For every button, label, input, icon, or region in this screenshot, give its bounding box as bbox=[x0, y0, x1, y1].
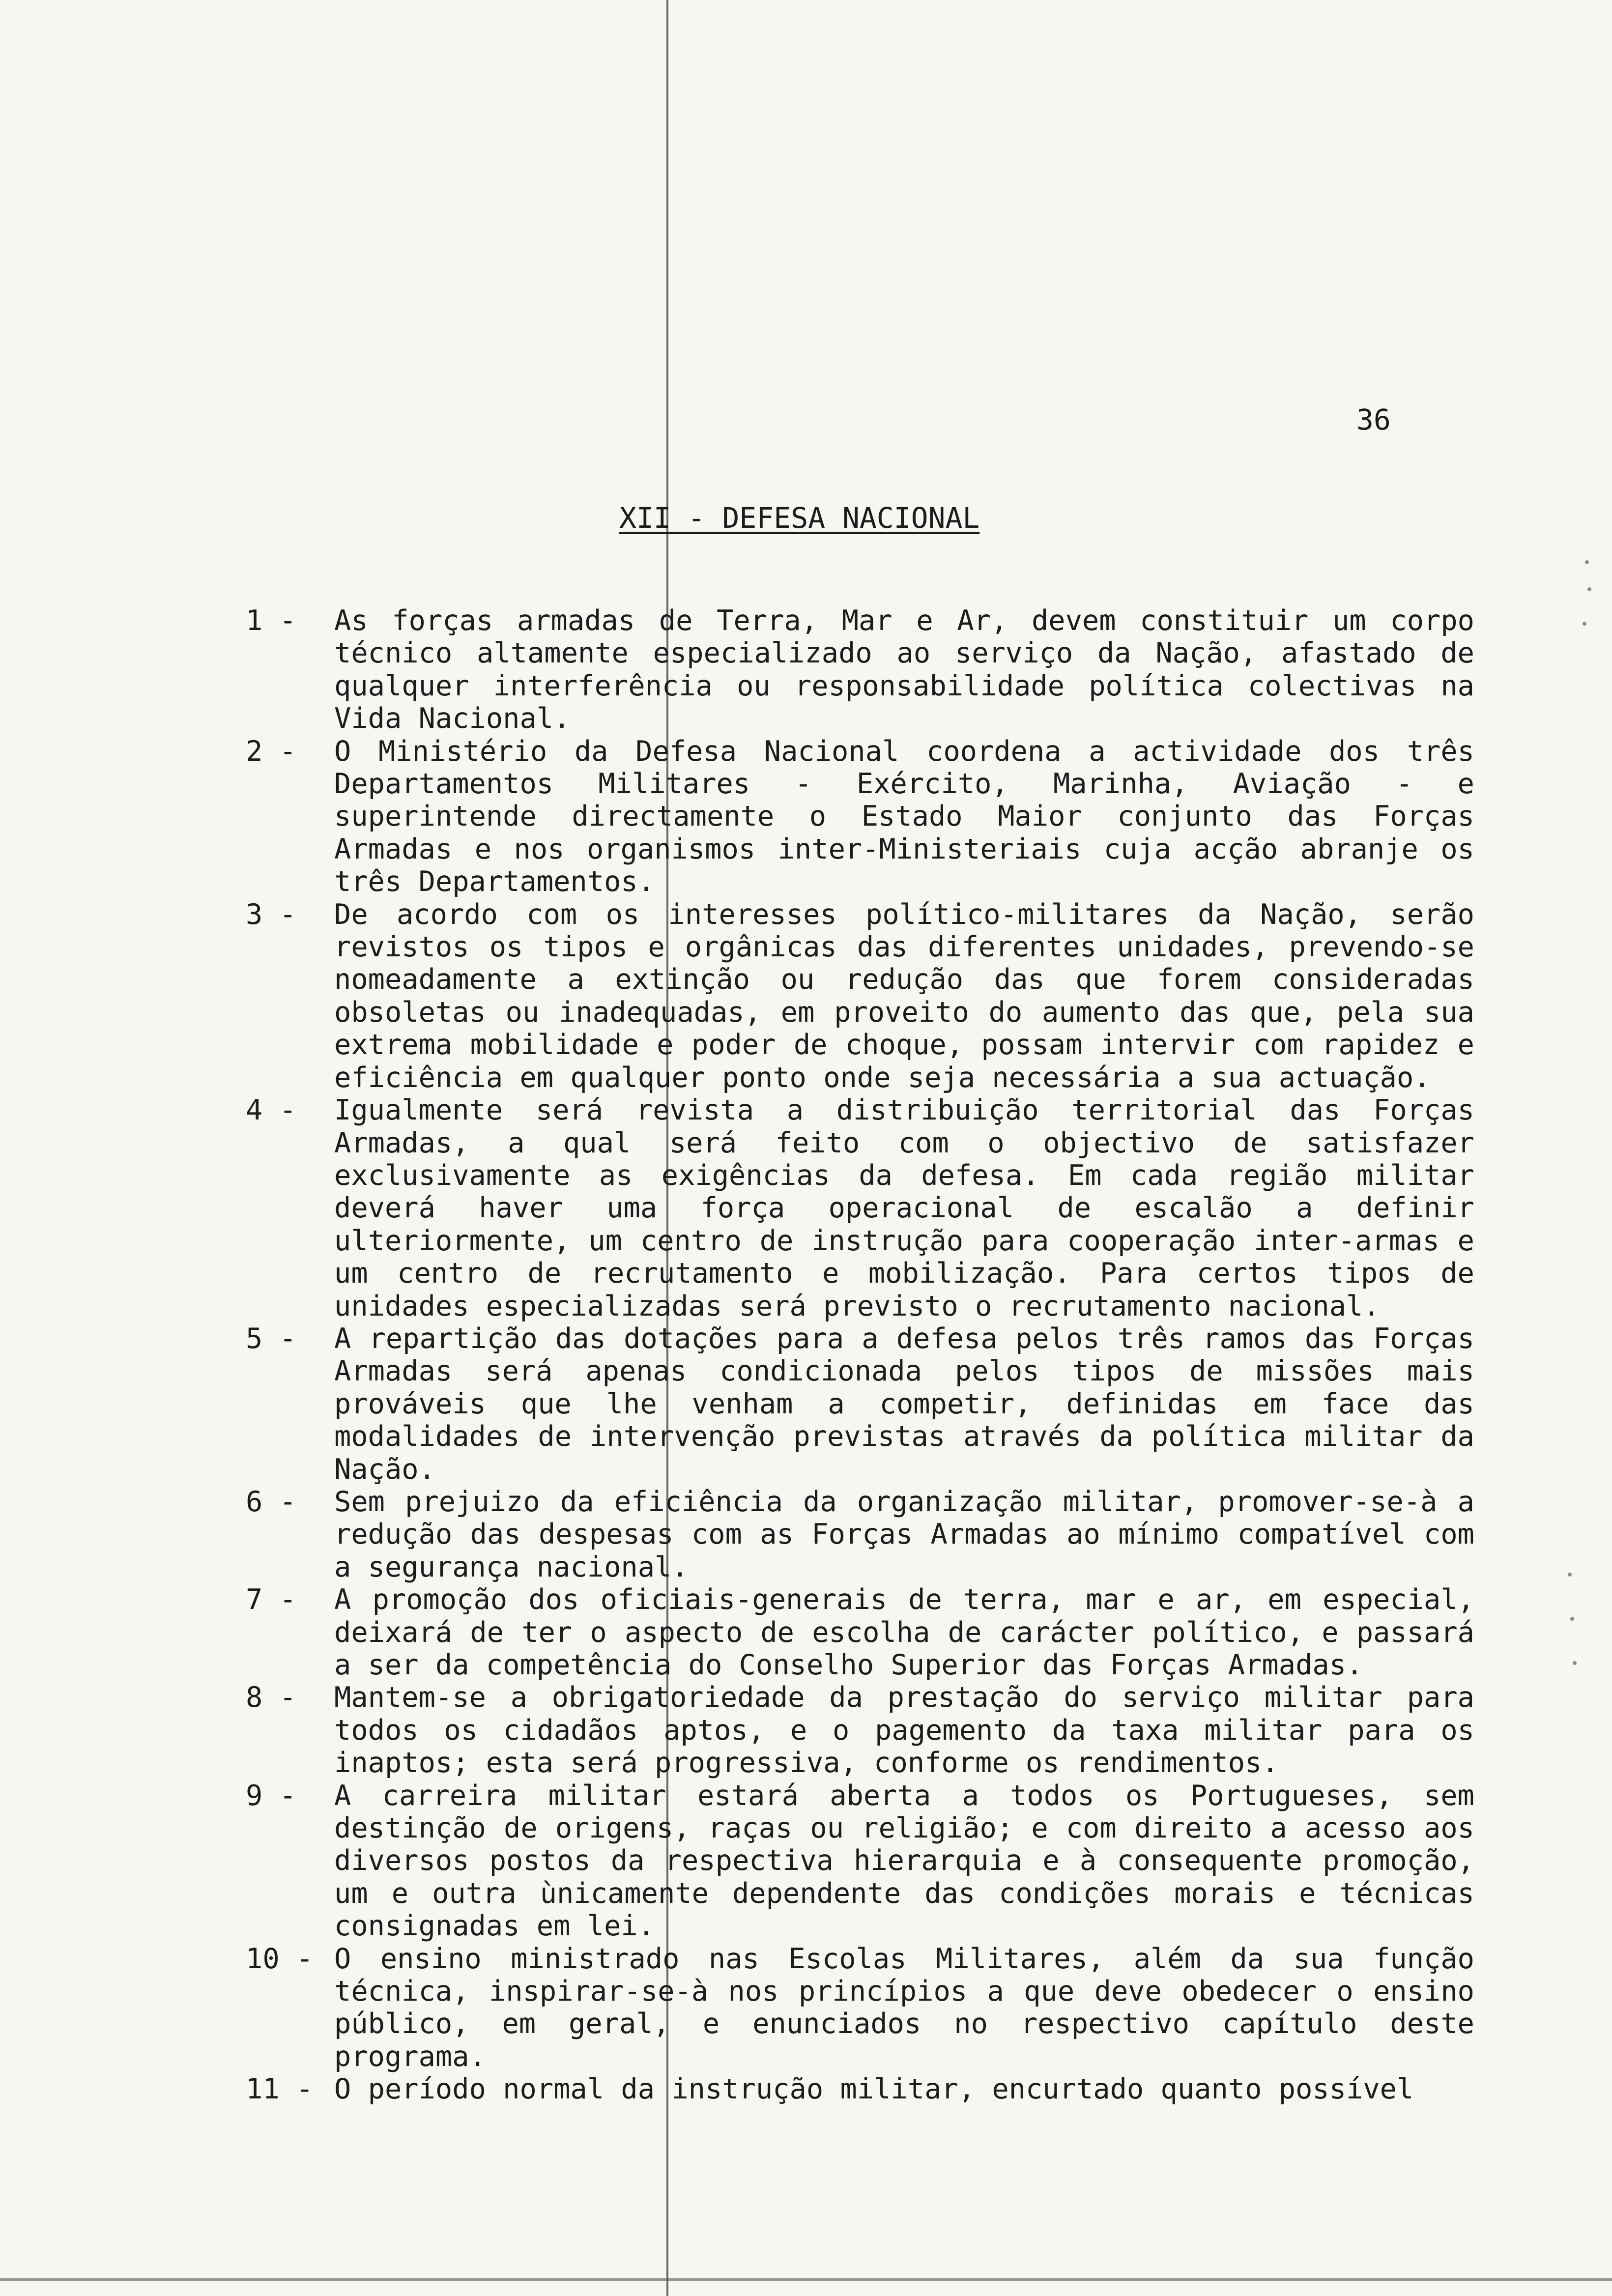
item-number: 11 - bbox=[246, 2073, 314, 2106]
list-item bbox=[246, 1322, 1474, 1486]
scan-speck bbox=[1568, 1573, 1572, 1577]
list-item bbox=[246, 1583, 1474, 1681]
item-text: O ensino ministrado nas Escolas Militares, além da sua função técnica, inspirar-se-à nos princípios a que deve obedecer o ensino público, em geral, e enunciados no respectivo capítulo deste programa. bbox=[334, 1942, 1474, 2073]
item-text: O Ministério da Defesa Nacional coordena a actividade dos três Departamentos Militares - Exército, Marinha, Aviação - e superintende directamente o Estado Maior conjunto das Forças Armadas e nos organismos inter-Ministeriais cuja acção abranje os três Departamentos. bbox=[334, 735, 1474, 898]
scan-speck bbox=[1587, 587, 1591, 591]
scan-speck bbox=[1573, 1661, 1577, 1665]
item-number: 10 - bbox=[246, 1942, 314, 1975]
item-number: 1 - bbox=[246, 604, 296, 637]
list-item bbox=[246, 1486, 1474, 1583]
item-text: Igualmente será revista a distribuição territorial das Forças Armadas, a qual será feito com o objectivo de satisfazer exclusivamente as exigências da defesa. Em cada região militar deverá haver uma força operacional de escalão a definir ulteriormente, um centro de instrução para cooperação inter-armas e um centro de recrutamento e mobilização. Para certos tipos de unidades especializadas será previsto o recrutamento nacional. bbox=[334, 1094, 1474, 1322]
item-number: 4 - bbox=[246, 1094, 296, 1127]
scan-speck bbox=[1583, 622, 1586, 626]
list-item bbox=[246, 1094, 1474, 1322]
section-title: XII - DEFESA NACIONAL bbox=[619, 501, 980, 535]
item-number: 2 - bbox=[246, 735, 296, 768]
item-list bbox=[246, 604, 1474, 2106]
list-item bbox=[246, 604, 1474, 735]
list-item bbox=[246, 1779, 1474, 1943]
list-item bbox=[246, 1681, 1474, 1779]
item-number: 6 - bbox=[246, 1485, 296, 1518]
list-item bbox=[246, 1943, 1474, 2073]
item-text: Sem prejuizo da eficiência da organização militar, promover-se-à a redução das despesas com as Forças Armadas ao mínimo compatível com a segurança nacional. bbox=[334, 1485, 1474, 1583]
item-text: O período normal da instrução militar, encurtado quanto possível bbox=[334, 2073, 1414, 2106]
scan-speck bbox=[1570, 1617, 1574, 1621]
item-text: A repartição das dotações para a defesa pelos três ramos das Forças Armadas será apenas condicionada pelos tipos de missões mais prováveis que lhe venham a competir, definidas em face das modalidades de intervenção previstas através da política militar da Nação. bbox=[334, 1322, 1474, 1486]
item-number: 8 - bbox=[246, 1681, 296, 1714]
item-number: 3 - bbox=[246, 898, 296, 931]
list-item bbox=[246, 735, 1474, 898]
bottom-edge-rule bbox=[0, 2278, 1612, 2281]
list-item bbox=[246, 898, 1474, 1094]
item-text: A carreira militar estará aberta a todos os Portugueses, sem destinção de origens, raças ou religião; e com direito a acesso aos diversos postos da respectiva hierarquia e à consequente promoção, um e outra ùnicamente dependente das condições morais e técnicas consignadas em lei. bbox=[334, 1779, 1474, 1943]
item-number: 5 - bbox=[246, 1322, 296, 1355]
item-number: 9 - bbox=[246, 1779, 296, 1812]
list-item bbox=[246, 2073, 1474, 2105]
item-text: De acordo com os interesses político-militares da Nação, serão revistos os tipos e orgânicas das diferentes unidades, prevendo-se nomeadamente a extinção ou redução das que forem consideradas obsoletas ou inadequadas, em proveito do aumento das que, pela sua extrema mobilidade e poder de choque, possam intervir com rapidez e eficiência em qualquer ponto onde seja necessária a sua actuação. bbox=[334, 898, 1474, 1094]
item-text: As forças armadas de Terra, Mar e Ar, devem constituir um corpo técnico altamente especializado ao serviço da Nação, afastado de qualquer interferência ou responsabilidade política colectivas na Vida Nacional. bbox=[334, 604, 1474, 735]
page-number: 36 bbox=[1356, 403, 1391, 436]
scan-speck bbox=[1585, 560, 1589, 564]
item-number: 7 - bbox=[246, 1583, 296, 1616]
item-text: A promoção dos oficiais-generais de terra, mar e ar, em especial, deixará de ter o aspecto de escolha de carácter político, e passará a ser da competência do Conselho Superior das Forças Armadas. bbox=[334, 1583, 1474, 1681]
item-text: Mantem-se a obrigatoriedade da prestação do serviço militar para todos os cidadãos aptos, e o pagemento da taxa militar para os inaptos; esta será progressiva, conforme os rendimentos. bbox=[334, 1681, 1474, 1779]
